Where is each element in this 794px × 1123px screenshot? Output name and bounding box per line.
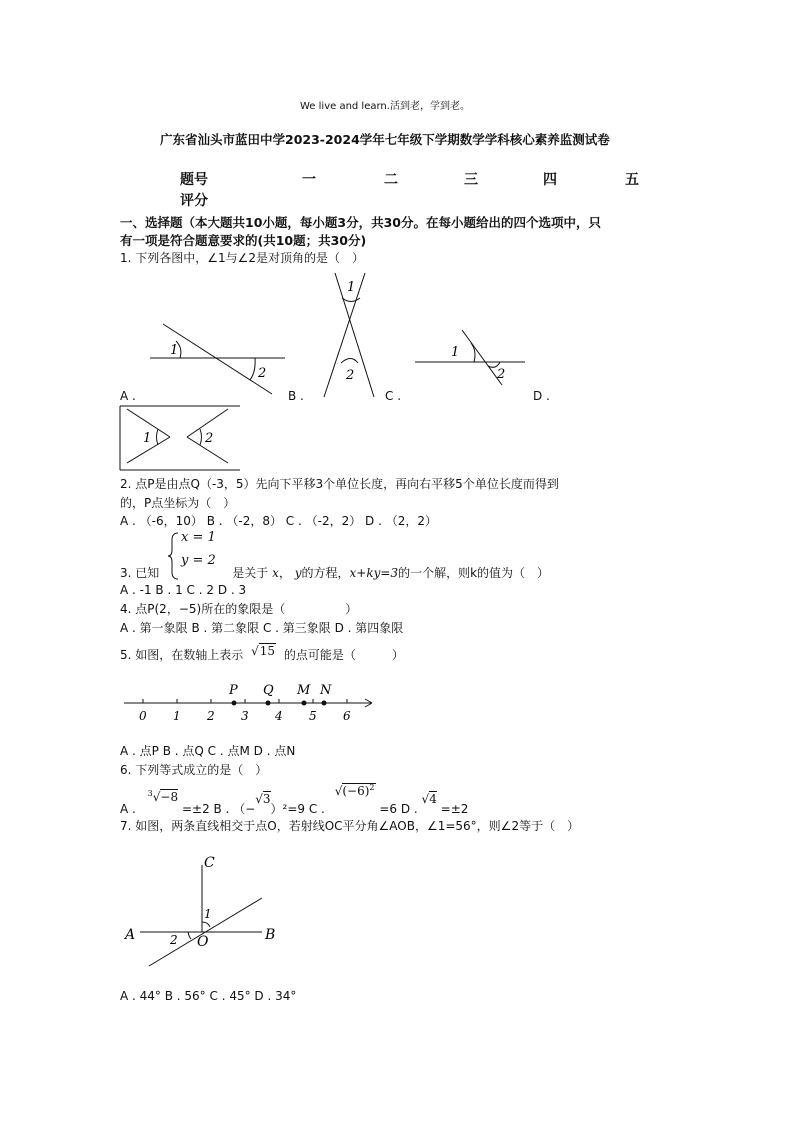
q3-equation: x+ky=3 <box>349 566 399 580</box>
q1-d-angle-2: 2 <box>205 431 214 446</box>
q6-c-result: =6 D . <box>379 802 418 816</box>
q5-tick-0: 0 <box>139 709 147 723</box>
q4-options[interactable]: A . 第一象限 B . 第二象限 C . 第三象限 D . 第四象限 <box>120 621 404 635</box>
q7-label-b: B <box>265 927 276 943</box>
q1-b-angle-1: 1 <box>347 280 356 295</box>
q2-stem-line1: 2. 点P是由点Q（-3，5）先向下平移3个单位长度，再向右平移5个单位长度而得到 <box>120 477 559 491</box>
q6-b-expr: √3 <box>255 792 271 806</box>
exam-title: 广东省汕头市蓝田中学2023-2024学年七年级下学期数学学科核心素养监测试卷 <box>160 132 610 147</box>
q6-b-result: ）²=9 C . <box>270 802 325 816</box>
q7-label-o: O <box>197 934 209 950</box>
q6-stem: 6. 下列等式成立的是（ ） <box>120 763 268 777</box>
q1-a-angle-1: 1 <box>170 343 179 358</box>
q5-point-n: N <box>320 683 332 698</box>
q1-d-angle-1: 1 <box>143 431 152 446</box>
q5-radicand: 15 <box>259 644 276 658</box>
q1-stem: 1. 下列各图中，∠1与∠2是对顶角的是（ ） <box>120 251 365 265</box>
q6-a-radicand: −8 <box>160 790 179 804</box>
q7-angle-1: 1 <box>204 907 212 921</box>
q3-var-y: y <box>294 566 302 580</box>
q6-c-exp: 2 <box>369 783 375 792</box>
q1-option-a[interactable]: A . <box>120 389 136 403</box>
q3-options[interactable]: A . -1 B . 1 C . 2 D . 3 <box>120 583 247 597</box>
q5-options[interactable]: A . 点P B . 点Q C . 点M D . 点N <box>120 744 296 758</box>
section-heading-line2: 有一项是符合题意要求的(共10题；共30分) <box>120 233 367 248</box>
q3-var-x: x <box>272 566 279 580</box>
q1-c-angle-1: 1 <box>451 345 460 360</box>
q5-point-p: P <box>229 683 238 698</box>
q1-option-c[interactable]: C . <box>385 389 402 403</box>
q5-tick-1: 1 <box>173 709 181 723</box>
q1-a-angle-2: 2 <box>258 366 267 381</box>
q6-c-radicand: (−6) <box>342 784 370 798</box>
q5-stem-suffix: 的点可能是（ ） <box>283 648 404 662</box>
score-table-header-label: 题号 <box>180 172 208 188</box>
q6-c-expr: $√(-6)^2$ <box>334 783 375 798</box>
q6-option-a-expr: $^3$√−8 <box>147 789 179 804</box>
q5-point-m: M <box>297 683 311 698</box>
q6-b-radicand: 3 <box>262 792 271 806</box>
q2-options[interactable]: A . （-6，10） B . （-2，8） C . （-2，2） D . （2，2） <box>120 514 437 528</box>
q6-d-radicand: 4 <box>429 792 437 806</box>
score-table-col-4: 四 <box>543 172 557 188</box>
q7-options[interactable]: A . 44° B . 56° C . 45° D . 34° <box>120 989 297 1003</box>
q5-sqrt: √15 <box>251 644 276 658</box>
q5-tick-4: 4 <box>275 709 283 723</box>
q3-stem-prefix: 3. 已知 <box>120 566 160 580</box>
q5-stem-prefix: 5. 如图，在数轴上表示 <box>120 648 244 662</box>
q3-stem-mid: 是关于 <box>232 566 269 580</box>
score-table-col-3: 三 <box>464 172 478 188</box>
q5-tick-2: 2 <box>207 709 215 723</box>
score-table-col-2: 二 <box>384 172 398 188</box>
q7-stem: 7. 如图，两条直线相交于点O，若射线OC平分角∠AOB，∠1=56°，则∠2等于（ ） <box>120 819 580 833</box>
q5-tick-6: 6 <box>343 709 351 723</box>
q6-a-result: =±2 B . （− <box>181 802 256 816</box>
q7-label-c: C <box>204 855 215 871</box>
q6-option-a-label: A . <box>120 802 136 816</box>
score-table-col-5: 五 <box>625 172 639 188</box>
page-header: We live and learn.活到老，学到老。 <box>300 101 470 112</box>
q3-system-line1: x = 1 <box>181 530 216 545</box>
q1-option-b[interactable]: B . <box>288 389 304 403</box>
q6-a-index: 3 <box>147 789 153 798</box>
q1-b-angle-2: 2 <box>346 368 355 383</box>
q6-d-expr: √4 <box>421 792 437 806</box>
section-heading-line1: 一、选择题（本大题共10小题，每小题3分，共30分。在每小题给出的四个选项中，只 <box>120 215 601 230</box>
q1-c-angle-2: 2 <box>497 367 506 382</box>
q3-system-line2: y = 2 <box>181 553 216 568</box>
q7-angle-2: 2 <box>170 933 178 947</box>
q5-tick-5: 5 <box>309 709 317 723</box>
q3-stem-mid2: 的方程， <box>301 566 350 580</box>
q2-stem-line2: 的，P点坐标为（ ） <box>120 496 236 510</box>
q7-label-a: A <box>125 927 136 943</box>
q5-tick-3: 3 <box>241 709 249 723</box>
q3-stem-suffix: 的一个解，则k的值为（ ） <box>398 566 550 580</box>
q6-d-result: =±2 <box>440 802 469 816</box>
q1-option-d[interactable]: D . <box>533 389 550 403</box>
score-table-score-label: 评分 <box>180 193 208 209</box>
q3-stem: 3. 已知 是关于 x， y的方程，x+ky=3的一个解，则k的值为（ ） <box>120 566 550 580</box>
score-table-col-1: 一 <box>302 172 316 188</box>
q5-point-q: Q <box>263 683 274 698</box>
q4-stem: 4. 点P(2，−5)所在的象限是（ ） <box>120 602 358 616</box>
